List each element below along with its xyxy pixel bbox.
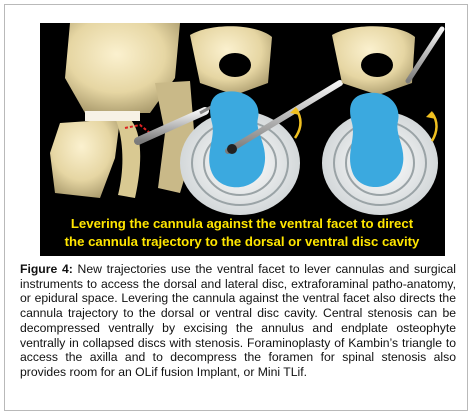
disc-lateral: [85, 111, 140, 121]
figure-label: Figure 4:: [20, 262, 73, 276]
panel-axial-view-1: [180, 26, 340, 215]
figure-caption-text: New trajectories use the ventral facet to lever cannulas and surgical instruments to access the dorsal and lateral disc, extraforaminal patho-anatomy, or epidural space. Levering the cannula against the ventral facet also directs the cannula trajectory to the dorsal or ventral disc cavity. Central stenosis can be decompressed ventrally by excising the annulus and endplate osteophyte ventrally in collapsed discs with stenosis. Foraminoplasty of Kambin’s triangle to access the axilla and to decompress the foramen for spinal stenosis also provides room for an OLif fusion Implant, or Mini TLif.: [20, 262, 457, 379]
cannula-tip-2: [227, 144, 237, 154]
nucleus-2: [209, 91, 265, 187]
image-caption-line-1: Levering the cannula against the ventral facet to direct: [70, 216, 414, 231]
figure-frame: [4, 4, 468, 411]
nucleus-3: [350, 93, 403, 187]
spine-illustration: [40, 23, 445, 256]
spinal-canal-3: [361, 53, 393, 77]
image-caption-line-2: the cannula trajectory to the dorsal or ventral disc cavity: [64, 234, 420, 249]
panel-axial-view-2: [322, 26, 442, 215]
figure-caption: [20, 262, 456, 380]
lower-vertebra: [50, 119, 120, 198]
spinal-canal-2: [219, 53, 251, 77]
illustration-svg: [40, 23, 445, 256]
